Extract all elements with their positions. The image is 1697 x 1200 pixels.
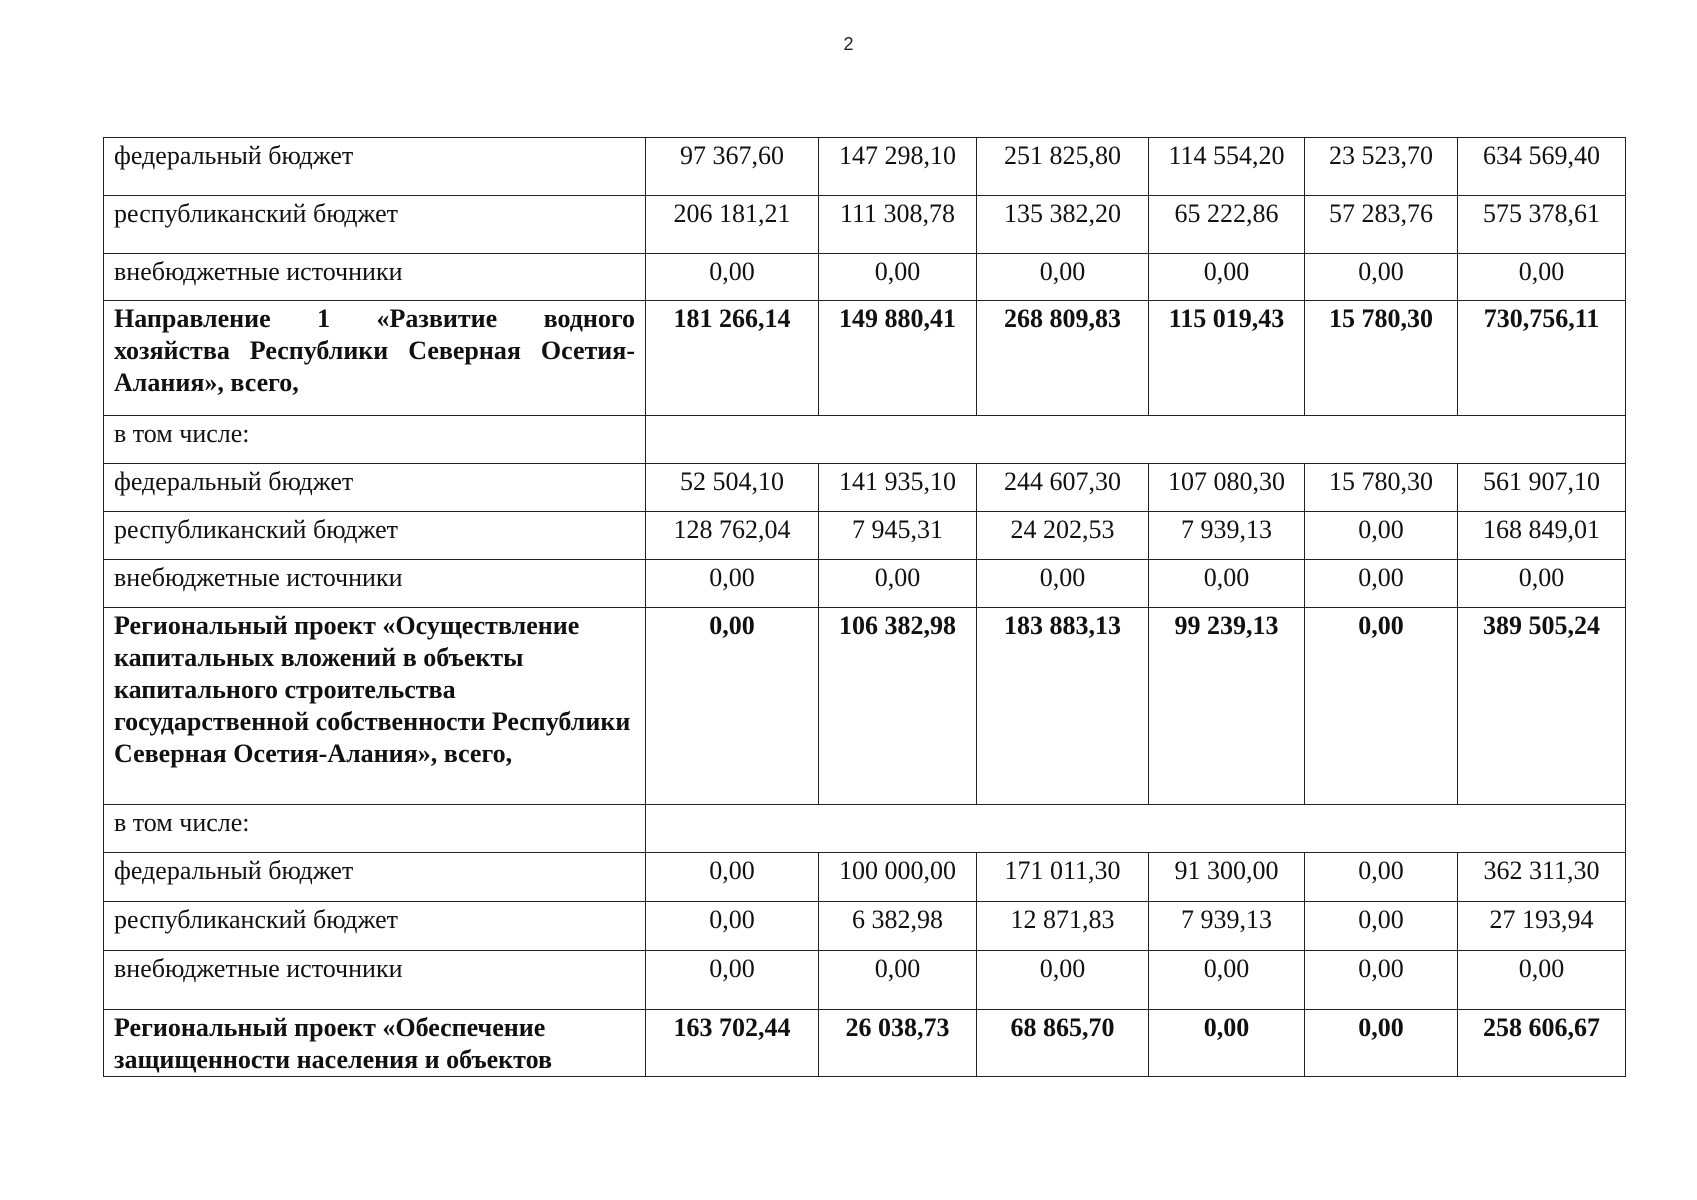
value-cell: 0,00 <box>1305 853 1458 902</box>
value-cell: 268 809,83 <box>977 301 1149 416</box>
value-cell: 206 181,21 <box>646 196 819 254</box>
total-cell: 0,00 <box>1458 951 1626 1010</box>
value-cell: 7 939,13 <box>1149 902 1305 951</box>
value-cell: 0,00 <box>977 560 1149 608</box>
row-label: республиканский бюджет <box>104 196 646 254</box>
value-cell: 115 019,43 <box>1149 301 1305 416</box>
value-cell: 0,00 <box>1305 1010 1458 1077</box>
value-cell: 6 382,98 <box>819 902 977 951</box>
merged-empty-cell <box>646 805 1626 853</box>
value-cell: 97 367,60 <box>646 138 819 196</box>
value-cell: 181 266,14 <box>646 301 819 416</box>
row-label: в том числе: <box>104 416 646 464</box>
value-cell: 0,00 <box>819 560 977 608</box>
total-cell: 575 378,61 <box>1458 196 1626 254</box>
value-cell: 0,00 <box>646 608 819 805</box>
total-cell: 0,00 <box>1458 560 1626 608</box>
value-cell: 0,00 <box>977 254 1149 301</box>
value-cell: 135 382,20 <box>977 196 1149 254</box>
value-cell: 171 011,30 <box>977 853 1149 902</box>
value-cell: 163 702,44 <box>646 1010 819 1077</box>
value-cell: 244 607,30 <box>977 464 1149 512</box>
value-cell: 0,00 <box>1149 1010 1305 1077</box>
value-cell: 12 871,83 <box>977 902 1149 951</box>
value-cell: 0,00 <box>1305 902 1458 951</box>
total-cell: 389 505,24 <box>1458 608 1626 805</box>
value-cell: 141 935,10 <box>819 464 977 512</box>
value-cell: 251 825,80 <box>977 138 1149 196</box>
value-cell: 24 202,53 <box>977 512 1149 560</box>
table-row-subheader <box>104 805 1626 853</box>
value-cell: 0,00 <box>1149 951 1305 1010</box>
value-cell: 0,00 <box>1305 512 1458 560</box>
row-label: внебюджетные источники <box>104 254 646 301</box>
value-cell: 0,00 <box>646 254 819 301</box>
total-cell: 634 569,40 <box>1458 138 1626 196</box>
section-label: Региональный проект «Осуществление капитальных вложений в объекты капитального строительства государственной собственности Республики Северная Осетия-Алания», всего, <box>104 608 646 805</box>
value-cell: 15 780,30 <box>1305 301 1458 416</box>
value-cell: 0,00 <box>646 902 819 951</box>
total-cell: 27 193,94 <box>1458 902 1626 951</box>
row-label: внебюджетные источники <box>104 951 646 1010</box>
value-cell: 0,00 <box>1149 254 1305 301</box>
budget-table <box>103 137 1626 1077</box>
total-cell: 362 311,30 <box>1458 853 1626 902</box>
value-cell: 99 239,13 <box>1149 608 1305 805</box>
table-row-section <box>104 1010 1626 1077</box>
table-row <box>104 254 1626 301</box>
value-cell: 0,00 <box>1305 560 1458 608</box>
value-cell: 0,00 <box>1305 951 1458 1010</box>
table-row <box>104 512 1626 560</box>
table-row <box>104 196 1626 254</box>
row-label: федеральный бюджет <box>104 464 646 512</box>
table-row <box>104 560 1626 608</box>
value-cell: 0,00 <box>1305 608 1458 805</box>
value-cell: 111 308,78 <box>819 196 977 254</box>
value-cell: 107 080,30 <box>1149 464 1305 512</box>
value-cell: 147 298,10 <box>819 138 977 196</box>
row-label: федеральный бюджет <box>104 138 646 196</box>
value-cell: 7 939,13 <box>1149 512 1305 560</box>
value-cell: 7 945,31 <box>819 512 977 560</box>
total-cell: 0,00 <box>1458 254 1626 301</box>
table-row <box>104 902 1626 951</box>
value-cell: 26 038,73 <box>819 1010 977 1077</box>
row-label: федеральный бюджет <box>104 853 646 902</box>
table-row-section <box>104 301 1626 416</box>
total-cell: 561 907,10 <box>1458 464 1626 512</box>
row-label: в том числе: <box>104 805 646 853</box>
value-cell: 0,00 <box>977 951 1149 1010</box>
table-row <box>104 464 1626 512</box>
total-cell: 258 606,67 <box>1458 1010 1626 1077</box>
section-label: Направление 1 «Развитие водного хозяйства Республики Северная Осетия-Алания», всего, <box>104 301 646 416</box>
row-label: республиканский бюджет <box>104 512 646 560</box>
value-cell: 0,00 <box>1149 560 1305 608</box>
value-cell: 52 504,10 <box>646 464 819 512</box>
value-cell: 0,00 <box>646 853 819 902</box>
value-cell: 65 222,86 <box>1149 196 1305 254</box>
total-cell: 168 849,01 <box>1458 512 1626 560</box>
value-cell: 0,00 <box>819 254 977 301</box>
table-row-subheader <box>104 416 1626 464</box>
value-cell: 0,00 <box>1305 254 1458 301</box>
value-cell: 149 880,41 <box>819 301 977 416</box>
value-cell: 100 000,00 <box>819 853 977 902</box>
table-row-section <box>104 608 1626 805</box>
table-row <box>104 138 1626 196</box>
value-cell: 106 382,98 <box>819 608 977 805</box>
value-cell: 128 762,04 <box>646 512 819 560</box>
value-cell: 0,00 <box>646 560 819 608</box>
value-cell: 91 300,00 <box>1149 853 1305 902</box>
merged-empty-cell <box>646 416 1626 464</box>
row-label: республиканский бюджет <box>104 902 646 951</box>
value-cell: 0,00 <box>646 951 819 1010</box>
value-cell: 68 865,70 <box>977 1010 1149 1077</box>
table-row <box>104 951 1626 1010</box>
value-cell: 57 283,76 <box>1305 196 1458 254</box>
value-cell: 0,00 <box>819 951 977 1010</box>
section-label: Региональный проект «Обеспечение защищенности населения и объектов <box>104 1010 646 1077</box>
page-number: 2 <box>843 34 854 54</box>
table-row <box>104 853 1626 902</box>
row-label: внебюджетные источники <box>104 560 646 608</box>
total-cell: 730,756,11 <box>1458 301 1626 416</box>
value-cell: 183 883,13 <box>977 608 1149 805</box>
value-cell: 15 780,30 <box>1305 464 1458 512</box>
value-cell: 114 554,20 <box>1149 138 1305 196</box>
value-cell: 23 523,70 <box>1305 138 1458 196</box>
